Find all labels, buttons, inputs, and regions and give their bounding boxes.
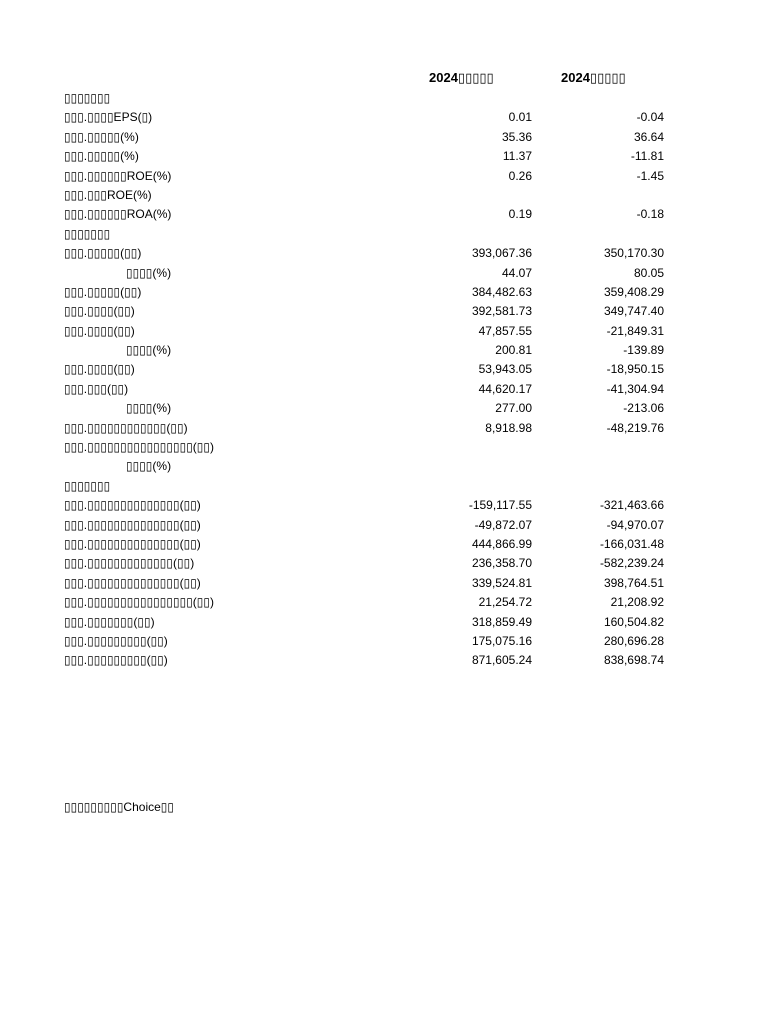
table-row xyxy=(64,380,684,399)
cell-value-col1[interactable]: 44,620.17 xyxy=(478,381,532,396)
row-label[interactable]: ▯▯▯.▯▯▯▯▯▯▯(▯▯) xyxy=(64,614,155,629)
cell-value-col2[interactable]: 280,696.28 xyxy=(603,633,664,648)
table-row xyxy=(64,322,684,341)
table-row xyxy=(64,535,684,554)
cell-value-col2[interactable]: -582,239.24 xyxy=(599,556,664,571)
table-row xyxy=(64,341,684,360)
table-row xyxy=(64,225,684,244)
row-label[interactable]: ▯▯▯▯▯▯▯ xyxy=(64,226,111,241)
cell-value-col1[interactable]: 236,358.70 xyxy=(471,556,532,571)
source-note: ▯▯▯▯▯▯▯▯▯Choice▯▯ xyxy=(64,800,174,814)
cell-value-col2[interactable]: -1.45 xyxy=(636,168,664,183)
cell-value-col1[interactable]: 0.26 xyxy=(508,168,532,183)
row-label[interactable]: ▯▯▯.▯▯▯▯▯▯▯▯▯▯▯▯▯(▯▯) xyxy=(64,556,195,571)
spreadsheet-sheet xyxy=(64,68,684,671)
row-label[interactable]: ▯▯▯▯(%) xyxy=(126,459,172,474)
row-label[interactable]: ▯▯▯.▯▯▯▯▯▯▯▯▯▯▯▯▯▯▯▯(▯▯) xyxy=(64,595,214,610)
header-row xyxy=(64,68,684,89)
cell-value-col1[interactable]: 871,605.24 xyxy=(471,653,532,668)
table-row xyxy=(64,651,684,670)
cell-value-col1[interactable]: -49,872.07 xyxy=(474,517,532,532)
table-row xyxy=(64,147,684,166)
cell-value-col1[interactable]: 393,067.36 xyxy=(471,246,532,261)
cell-value-col1[interactable]: 318,859.49 xyxy=(471,614,532,629)
cell-value-col1[interactable]: 11.37 xyxy=(502,149,532,164)
cell-value-col2[interactable]: -139.89 xyxy=(623,343,664,358)
table-row xyxy=(64,574,684,593)
row-label[interactable]: ▯▯▯.▯▯▯▯▯▯▯▯▯▯▯▯▯▯(▯▯) xyxy=(64,536,201,551)
table-row xyxy=(64,438,684,457)
table-row xyxy=(64,128,684,147)
table-row xyxy=(64,613,684,632)
table-row xyxy=(64,477,684,496)
table-row xyxy=(64,554,684,573)
row-label[interactable]: ▯▯▯.▯▯▯▯▯(%) xyxy=(64,129,139,144)
row-label[interactable]: ▯▯▯.▯▯▯ROE(%) xyxy=(64,187,152,202)
cell-value-col1[interactable]: 175,075.16 xyxy=(471,633,532,648)
table-row xyxy=(64,283,684,302)
row-label[interactable]: ▯▯▯.▯▯▯▯▯(▯▯) xyxy=(64,246,142,261)
cell-value-col1[interactable]: 47,857.55 xyxy=(478,323,532,338)
cell-value-col2[interactable]: -321,463.66 xyxy=(599,498,664,513)
cell-value-col1[interactable]: 35.36 xyxy=(501,129,532,144)
cell-value-col2[interactable]: -11.81 xyxy=(630,149,664,164)
cell-value-col2[interactable]: 21,208.92 xyxy=(610,595,664,610)
table-row xyxy=(64,264,684,283)
table-row xyxy=(64,89,684,108)
row-label[interactable]: ▯▯▯.▯▯▯▯▯▯▯▯▯(▯▯) xyxy=(64,653,168,668)
cell-value-col1[interactable]: 200.81 xyxy=(495,343,532,358)
cell-value-col2[interactable]: -0.04 xyxy=(636,110,664,125)
row-label[interactable]: ▯▯▯.▯▯▯▯▯▯ROA(%) xyxy=(64,207,172,222)
data-rows xyxy=(64,89,684,671)
row-label[interactable]: ▯▯▯.▯▯▯▯▯▯ROE(%) xyxy=(64,168,172,183)
cell-value-col1[interactable]: 392,581.73 xyxy=(471,304,532,319)
row-label[interactable]: ▯▯▯▯(%) xyxy=(126,343,172,358)
cell-value-col2[interactable]: 838,698.74 xyxy=(603,653,664,668)
cell-value-col1[interactable]: 0.01 xyxy=(508,110,532,125)
cell-value-col1[interactable]: 44.07 xyxy=(501,265,532,280)
row-label[interactable]: ▯▯▯▯▯▯▯ xyxy=(64,478,111,493)
row-label[interactable]: ▯▯▯▯(%) xyxy=(126,401,172,416)
column-header-1[interactable]: 2024▯▯▯▯▯ xyxy=(429,70,494,85)
table-row xyxy=(64,205,684,224)
table-row xyxy=(64,593,684,612)
cell-value-col1[interactable]: 339,524.81 xyxy=(471,575,532,590)
row-label[interactable]: ▯▯▯.▯▯▯▯▯(▯▯) xyxy=(64,284,142,299)
cell-value-col2[interactable]: -94,970.07 xyxy=(606,517,664,532)
cell-value-col1[interactable]: 0.19 xyxy=(508,207,532,222)
row-label[interactable]: ▯▯▯.▯▯▯▯▯(%) xyxy=(64,149,139,164)
row-label[interactable]: ▯▯▯.▯▯▯▯▯▯▯▯▯▯▯▯(▯▯) xyxy=(64,420,188,435)
table-row xyxy=(64,399,684,418)
row-label[interactable]: ▯▯▯.▯▯▯▯(▯▯) xyxy=(64,323,135,338)
row-label[interactable]: ▯▯▯.▯▯▯▯▯▯▯▯▯▯▯▯▯▯(▯▯) xyxy=(64,575,201,590)
cell-value-col1[interactable]: 277.00 xyxy=(495,401,532,416)
row-label[interactable]: ▯▯▯.▯▯▯▯EPS(▯) xyxy=(64,110,153,125)
table-row xyxy=(64,632,684,651)
cell-value-col2[interactable]: -18,950.15 xyxy=(606,362,664,377)
row-label[interactable]: ▯▯▯.▯▯▯▯▯▯▯▯▯▯▯▯▯▯(▯▯) xyxy=(64,498,201,513)
table-row xyxy=(64,186,684,205)
cell-value-col2[interactable]: -0.18 xyxy=(636,207,664,222)
cell-value-col1[interactable]: -159,117.55 xyxy=(468,498,532,513)
table-row xyxy=(64,516,684,535)
cell-value-col1[interactable]: 384,482.63 xyxy=(471,284,532,299)
row-label[interactable]: ▯▯▯▯(%) xyxy=(126,265,172,280)
cell-value-col2[interactable]: 160,504.82 xyxy=(603,614,664,629)
cell-value-col2[interactable]: -213.06 xyxy=(623,401,664,416)
cell-value-col1[interactable]: 8,918.98 xyxy=(485,420,532,435)
cell-value-col1[interactable]: 21,254.72 xyxy=(478,595,532,610)
table-row xyxy=(64,244,684,263)
cell-value-col1[interactable]: 444,866.99 xyxy=(471,536,532,551)
cell-value-col2[interactable]: -41,304.94 xyxy=(606,381,664,396)
cell-value-col2[interactable]: 350,170.30 xyxy=(603,246,664,261)
row-label[interactable]: ▯▯▯.▯▯▯▯▯▯▯▯▯(▯▯) xyxy=(64,633,168,648)
cell-value-col2[interactable]: -21,849.31 xyxy=(606,323,664,338)
row-label[interactable]: ▯▯▯▯▯▯▯ xyxy=(64,91,111,105)
cell-value-col1[interactable]: 53,943.05 xyxy=(478,362,532,377)
row-label[interactable]: ▯▯▯.▯▯▯(▯▯) xyxy=(64,381,129,396)
row-label[interactable]: ▯▯▯.▯▯▯▯(▯▯) xyxy=(64,362,135,377)
table-row xyxy=(64,457,684,476)
column-header-2[interactable]: 2024▯▯▯▯▯ xyxy=(561,70,626,85)
table-row xyxy=(64,302,684,321)
table-row xyxy=(64,419,684,438)
row-label[interactable]: ▯▯▯.▯▯▯▯▯▯▯▯▯▯▯▯▯▯▯▯(▯▯) xyxy=(64,440,214,455)
cell-value-col2[interactable]: -166,031.48 xyxy=(599,536,664,551)
table-row xyxy=(64,360,684,379)
row-label[interactable]: ▯▯▯.▯▯▯▯(▯▯) xyxy=(64,304,135,319)
cell-value-col2[interactable]: 359,408.29 xyxy=(603,284,664,299)
row-label[interactable]: ▯▯▯.▯▯▯▯▯▯▯▯▯▯▯▯▯▯(▯▯) xyxy=(64,517,201,532)
cell-value-col2[interactable]: -48,219.76 xyxy=(606,420,664,435)
cell-value-col2[interactable]: 80.05 xyxy=(633,265,664,280)
cell-value-col2[interactable]: 36.64 xyxy=(633,129,664,144)
table-row xyxy=(64,108,684,127)
cell-value-col2[interactable]: 398,764.51 xyxy=(603,575,664,590)
table-row xyxy=(64,496,684,515)
table-row xyxy=(64,167,684,186)
cell-value-col2[interactable]: 349,747.40 xyxy=(603,304,664,319)
